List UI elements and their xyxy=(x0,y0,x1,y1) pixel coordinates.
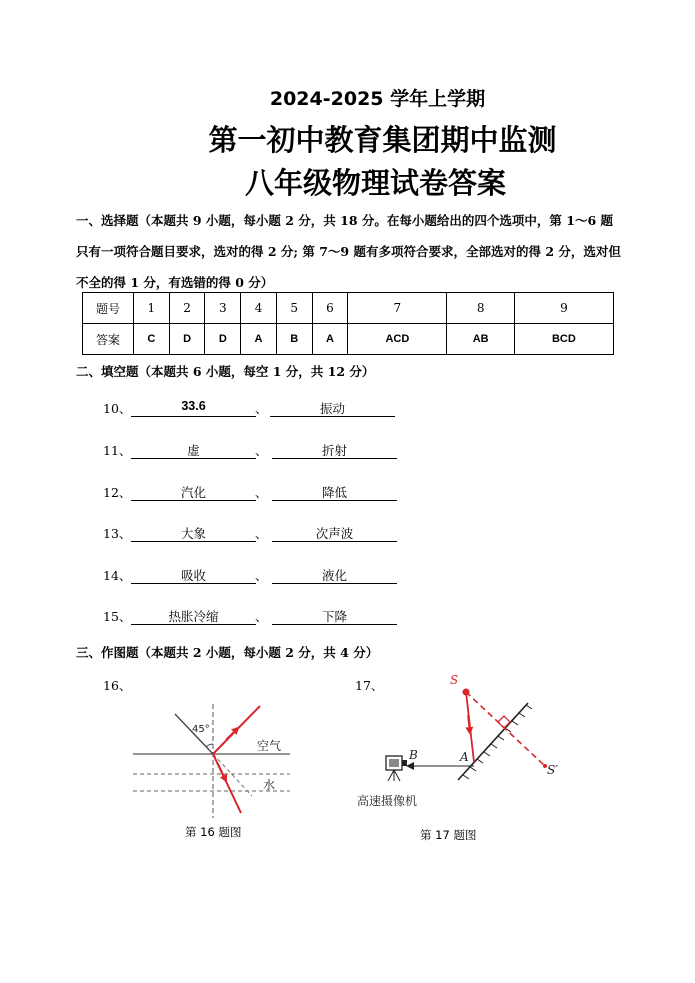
table-cell: 5 xyxy=(276,293,312,324)
question-number: 12、 xyxy=(103,485,132,500)
table-cell: B xyxy=(276,324,312,355)
right-angle-mark xyxy=(498,716,510,728)
table-cell: 4 xyxy=(241,293,277,324)
answer-blank: 吸收 xyxy=(131,566,256,584)
figure-17-caption: 第 17 题图 xyxy=(420,828,477,842)
header-year: 2024-2025 学年上学期 xyxy=(269,88,486,110)
question-number: 13、 xyxy=(103,526,132,541)
separator: 、 xyxy=(255,526,268,541)
answer-blank: 次声波 xyxy=(272,524,397,542)
section2-title: 二、填空题（本题共 6 小题，每空 1 分，共 12 分） xyxy=(76,364,375,379)
table-cell: 3 xyxy=(205,293,241,324)
table-cell: D xyxy=(205,324,241,355)
table-cell: A xyxy=(312,324,348,355)
answer-blank: 33.6 xyxy=(131,399,256,417)
answer-blank: 降低 xyxy=(272,483,397,501)
separator: 、 xyxy=(255,568,268,583)
separator: 、 xyxy=(255,485,268,500)
section3-title: 三、作图题（本题共 2 小题，每小题 2 分，共 4 分） xyxy=(76,645,379,660)
answer-blank: 振动 xyxy=(270,399,395,417)
question-17-number: 17、 xyxy=(355,678,384,693)
answer-table xyxy=(82,292,614,355)
answer-blank: 热胀冷缩 xyxy=(131,607,256,625)
table-cell: D xyxy=(169,324,205,355)
figure-16-diagram xyxy=(130,700,300,820)
separator: 、 xyxy=(255,401,268,416)
table-header-answer: 答案 xyxy=(83,324,134,355)
question-number: 11、 xyxy=(103,443,132,458)
table-cell: BCD xyxy=(514,324,613,355)
refracted-ray xyxy=(213,754,241,813)
a-label: A xyxy=(460,750,469,764)
table-cell: A xyxy=(241,324,277,355)
water-label: 水 xyxy=(263,778,276,792)
table-row xyxy=(83,324,614,355)
camera-icon xyxy=(386,756,407,781)
answer-blank: 液化 xyxy=(272,566,397,584)
reflected-ray-arrow xyxy=(226,728,238,740)
separator: 、 xyxy=(255,443,268,458)
mirror-image-line xyxy=(466,692,545,766)
question-16-number: 16、 xyxy=(103,678,132,693)
table-cell: ACD xyxy=(348,324,447,355)
header-school: 第一初中教育集团期中监测 xyxy=(208,123,557,157)
camera-label: 高速摄像机 xyxy=(357,794,418,808)
table-cell: C xyxy=(134,324,170,355)
table-cell: 8 xyxy=(447,293,514,324)
b-label: B xyxy=(409,748,418,762)
table-cell: 2 xyxy=(169,293,205,324)
table-cell: 9 xyxy=(514,293,613,324)
figure-16-caption: 第 16 题图 xyxy=(185,825,242,839)
question-number: 14、 xyxy=(103,568,132,583)
angle-arc xyxy=(206,744,213,747)
table-row xyxy=(83,293,614,324)
section1-instructions: 一、选择题（本题共 9 小题，每小题 2 分，共 18 分。在每小题给出的四个选项中，第 1～6 题只有一项符合题目要求，选对的得 2 分; 第 7～9 题有多项符合要求，全部选对的得 2 分，选对但不全的得 1 分，有选错的得 0 分） xyxy=(76,213,621,290)
s-prime-label: S′ xyxy=(547,763,558,777)
answer-blank: 折射 xyxy=(272,441,397,459)
table-header-number: 题号 xyxy=(83,293,134,324)
table-cell: 6 xyxy=(312,293,348,324)
s-label: S xyxy=(450,673,459,687)
separator: 、 xyxy=(255,609,268,624)
table-cell: AB xyxy=(447,324,514,355)
question-number: 15、 xyxy=(103,609,132,624)
table-cell: 7 xyxy=(348,293,447,324)
angle-label: 45° xyxy=(192,724,210,735)
header-title: 八年级物理试卷答案 xyxy=(244,166,506,200)
extension-line xyxy=(213,754,252,796)
figure-17-diagram xyxy=(350,665,580,815)
table-cell: 1 xyxy=(134,293,170,324)
answer-blank: 汽化 xyxy=(131,483,256,501)
answer-blank: 大象 xyxy=(131,524,256,542)
question-number: 10、 xyxy=(103,401,132,416)
answer-blank: 下降 xyxy=(272,607,397,625)
answer-blank: 虚 xyxy=(131,441,256,459)
mirror-hatching xyxy=(463,705,532,779)
air-label: 空气 xyxy=(257,739,282,753)
